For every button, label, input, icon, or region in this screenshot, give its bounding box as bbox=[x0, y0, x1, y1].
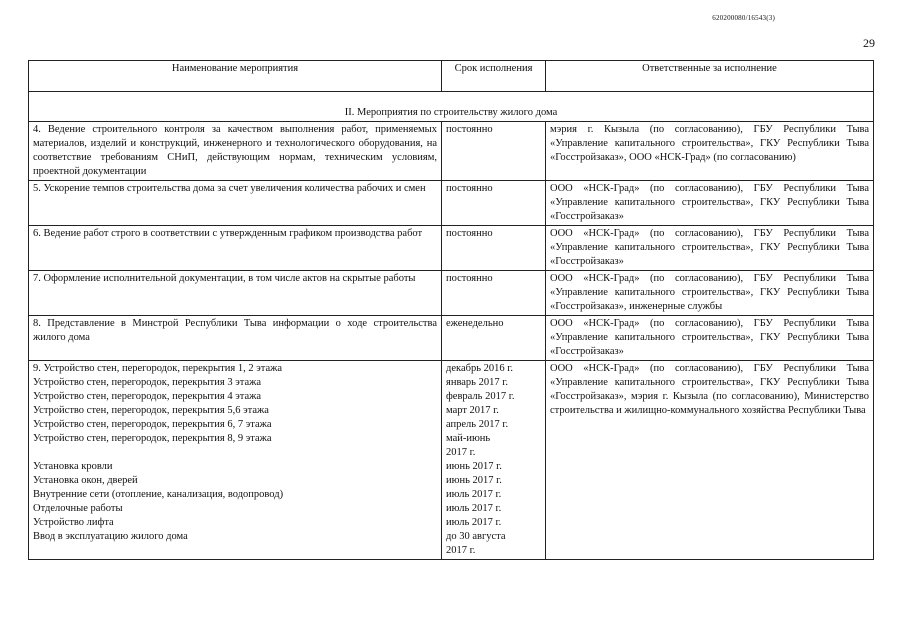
table-row bbox=[29, 271, 874, 316]
column-header-term: Срок исполнения bbox=[442, 61, 546, 92]
measures-table bbox=[28, 60, 874, 560]
row9-name-line: Устройство лифта bbox=[33, 517, 114, 528]
table-row-9 bbox=[29, 361, 874, 560]
row-name: 8. Представление в Минстрой Республики Тыва информации о ходе строительства жилого дома bbox=[29, 316, 442, 361]
row9-name-line: Установка окон, дверей bbox=[33, 475, 138, 486]
row9-term-line: июль 2017 г. bbox=[446, 503, 502, 514]
row9-term-line: декабрь 2016 г. bbox=[446, 363, 513, 374]
row9-term-line: 2017 г. bbox=[446, 545, 476, 556]
row-responsible: ООО «НСК-Град» (по согласованию), ГБУ Республики Тыва «Управление капитального строительства», ГКУ Республики Тыва «Госстройзаказ» bbox=[546, 316, 874, 361]
row-term: еженедельно bbox=[442, 316, 546, 361]
row-name: 6. Ведение работ строго в соответствии с утвержденным графиком производства работ bbox=[29, 226, 442, 271]
row9-terms bbox=[442, 361, 546, 560]
document-id: 620200080/16543(3) bbox=[712, 14, 775, 22]
row-name: 5. Ускорение темпов строительства дома за счет увеличения количества рабочих и смен bbox=[29, 181, 442, 226]
row-responsible: ООО «НСК-Град» (по согласованию), ГБУ Республики Тыва «Управление капитального строительства», ГКУ Республики Тыва «Госстройзаказ» bbox=[546, 181, 874, 226]
row9-term-line: июнь 2017 г. bbox=[446, 461, 502, 472]
section-title: II. Мероприятия по строительству жилого дома bbox=[29, 92, 874, 122]
row9-name-line: Устройство стен, перегородок, перекрытия 6, 7 этажа bbox=[33, 419, 272, 430]
row9-term-line: июль 2017 г. bbox=[446, 489, 502, 500]
table-row bbox=[29, 316, 874, 361]
row9-name-line: Отделочные работы bbox=[33, 503, 123, 514]
row9-name-line: Устройство стен, перегородок, перекрытия 4 этажа bbox=[33, 391, 262, 402]
row9-responsible: ООО «НСК-Град» (по согласованию), ГБУ Республики Тыва «Управление капитального строительства», ГКУ Республики Тыва «Госстройзаказ», мэрия г. Кызыла (по согласованию), Министерство строительства и жилищно-коммунального хозяйства Республики Тыва bbox=[546, 361, 874, 560]
row-term: постоянно bbox=[442, 181, 546, 226]
row9-term-line: январь 2017 г. bbox=[446, 377, 508, 388]
row9-name-line: Внутренние сети (отопление, канализация, водопровод) bbox=[33, 489, 284, 500]
row9-term-line: май-июнь bbox=[446, 433, 491, 444]
row-term: постоянно bbox=[442, 271, 546, 316]
row9-name-line: Устройство стен, перегородок, перекрытия 5,6 этажа bbox=[33, 405, 269, 416]
table-row bbox=[29, 122, 874, 181]
row9-term-line: июнь 2017 г. bbox=[446, 475, 502, 486]
row9-name-line: Устройство стен, перегородок, перекрытия 8, 9 этажа bbox=[33, 433, 272, 444]
row9-term-line: апрель 2017 г. bbox=[446, 419, 509, 430]
row-responsible: ООО «НСК-Град» (по согласованию), ГБУ Республики Тыва «Управление капитального строительства», ГКУ Республики Тыва «Госстройзаказ» bbox=[546, 226, 874, 271]
row9-name-line: 9. Устройство стен, перегородок, перекрытия 1, 2 этажа bbox=[33, 363, 283, 374]
column-header-name: Наименование мероприятия bbox=[29, 61, 442, 92]
row9-term-line: март 2017 г. bbox=[446, 405, 499, 416]
row-term: постоянно bbox=[442, 226, 546, 271]
row9-name-line: Устройство стен, перегородок, перекрытия 3 этажа bbox=[33, 377, 262, 388]
page-number: 29 bbox=[863, 36, 875, 50]
row-term: постоянно bbox=[442, 122, 546, 181]
table-row bbox=[29, 181, 874, 226]
table-row bbox=[29, 226, 874, 271]
row9-names bbox=[29, 361, 442, 560]
row9-name-line: Установка кровли bbox=[33, 461, 113, 472]
row9-term-line: февраль 2017 г. bbox=[446, 391, 515, 402]
row-name: 4. Ведение строительного контроля за качеством выполнения работ, применяемых материалов, изделий и конструкций, инженерного и технологического оборудования, на соответствие требованиям СНиП, действующим нормам, техническим условиям, проектной документации bbox=[29, 122, 442, 181]
row9-term-line: до 30 августа bbox=[446, 531, 506, 542]
row-name: 7. Оформление исполнительной документации, в том числе актов на скрытые работы bbox=[29, 271, 442, 316]
row9-name-gap bbox=[33, 446, 437, 460]
row-responsible: ООО «НСК-Град» (по согласованию), ГБУ Республики Тыва «Управление капитального строительства», ГКУ Республики Тыва «Госстройзаказ», инженерные службы bbox=[546, 271, 874, 316]
row9-name-line: Ввод в эксплуатацию жилого дома bbox=[33, 531, 188, 542]
row9-term-line: июль 2017 г. bbox=[446, 517, 502, 528]
row9-term-line: 2017 г. bbox=[446, 447, 476, 458]
column-header-responsible: Ответственные за исполнение bbox=[546, 61, 874, 92]
section-row bbox=[29, 92, 874, 122]
row-responsible: мэрия г. Кызыла (по согласованию), ГБУ Республики Тыва «Управление капитального строительства», ГКУ Республики Тыва «Госстройзаказ», ООО «НСК-Град» (по согласованию) bbox=[546, 122, 874, 181]
table-header-row bbox=[29, 61, 874, 92]
